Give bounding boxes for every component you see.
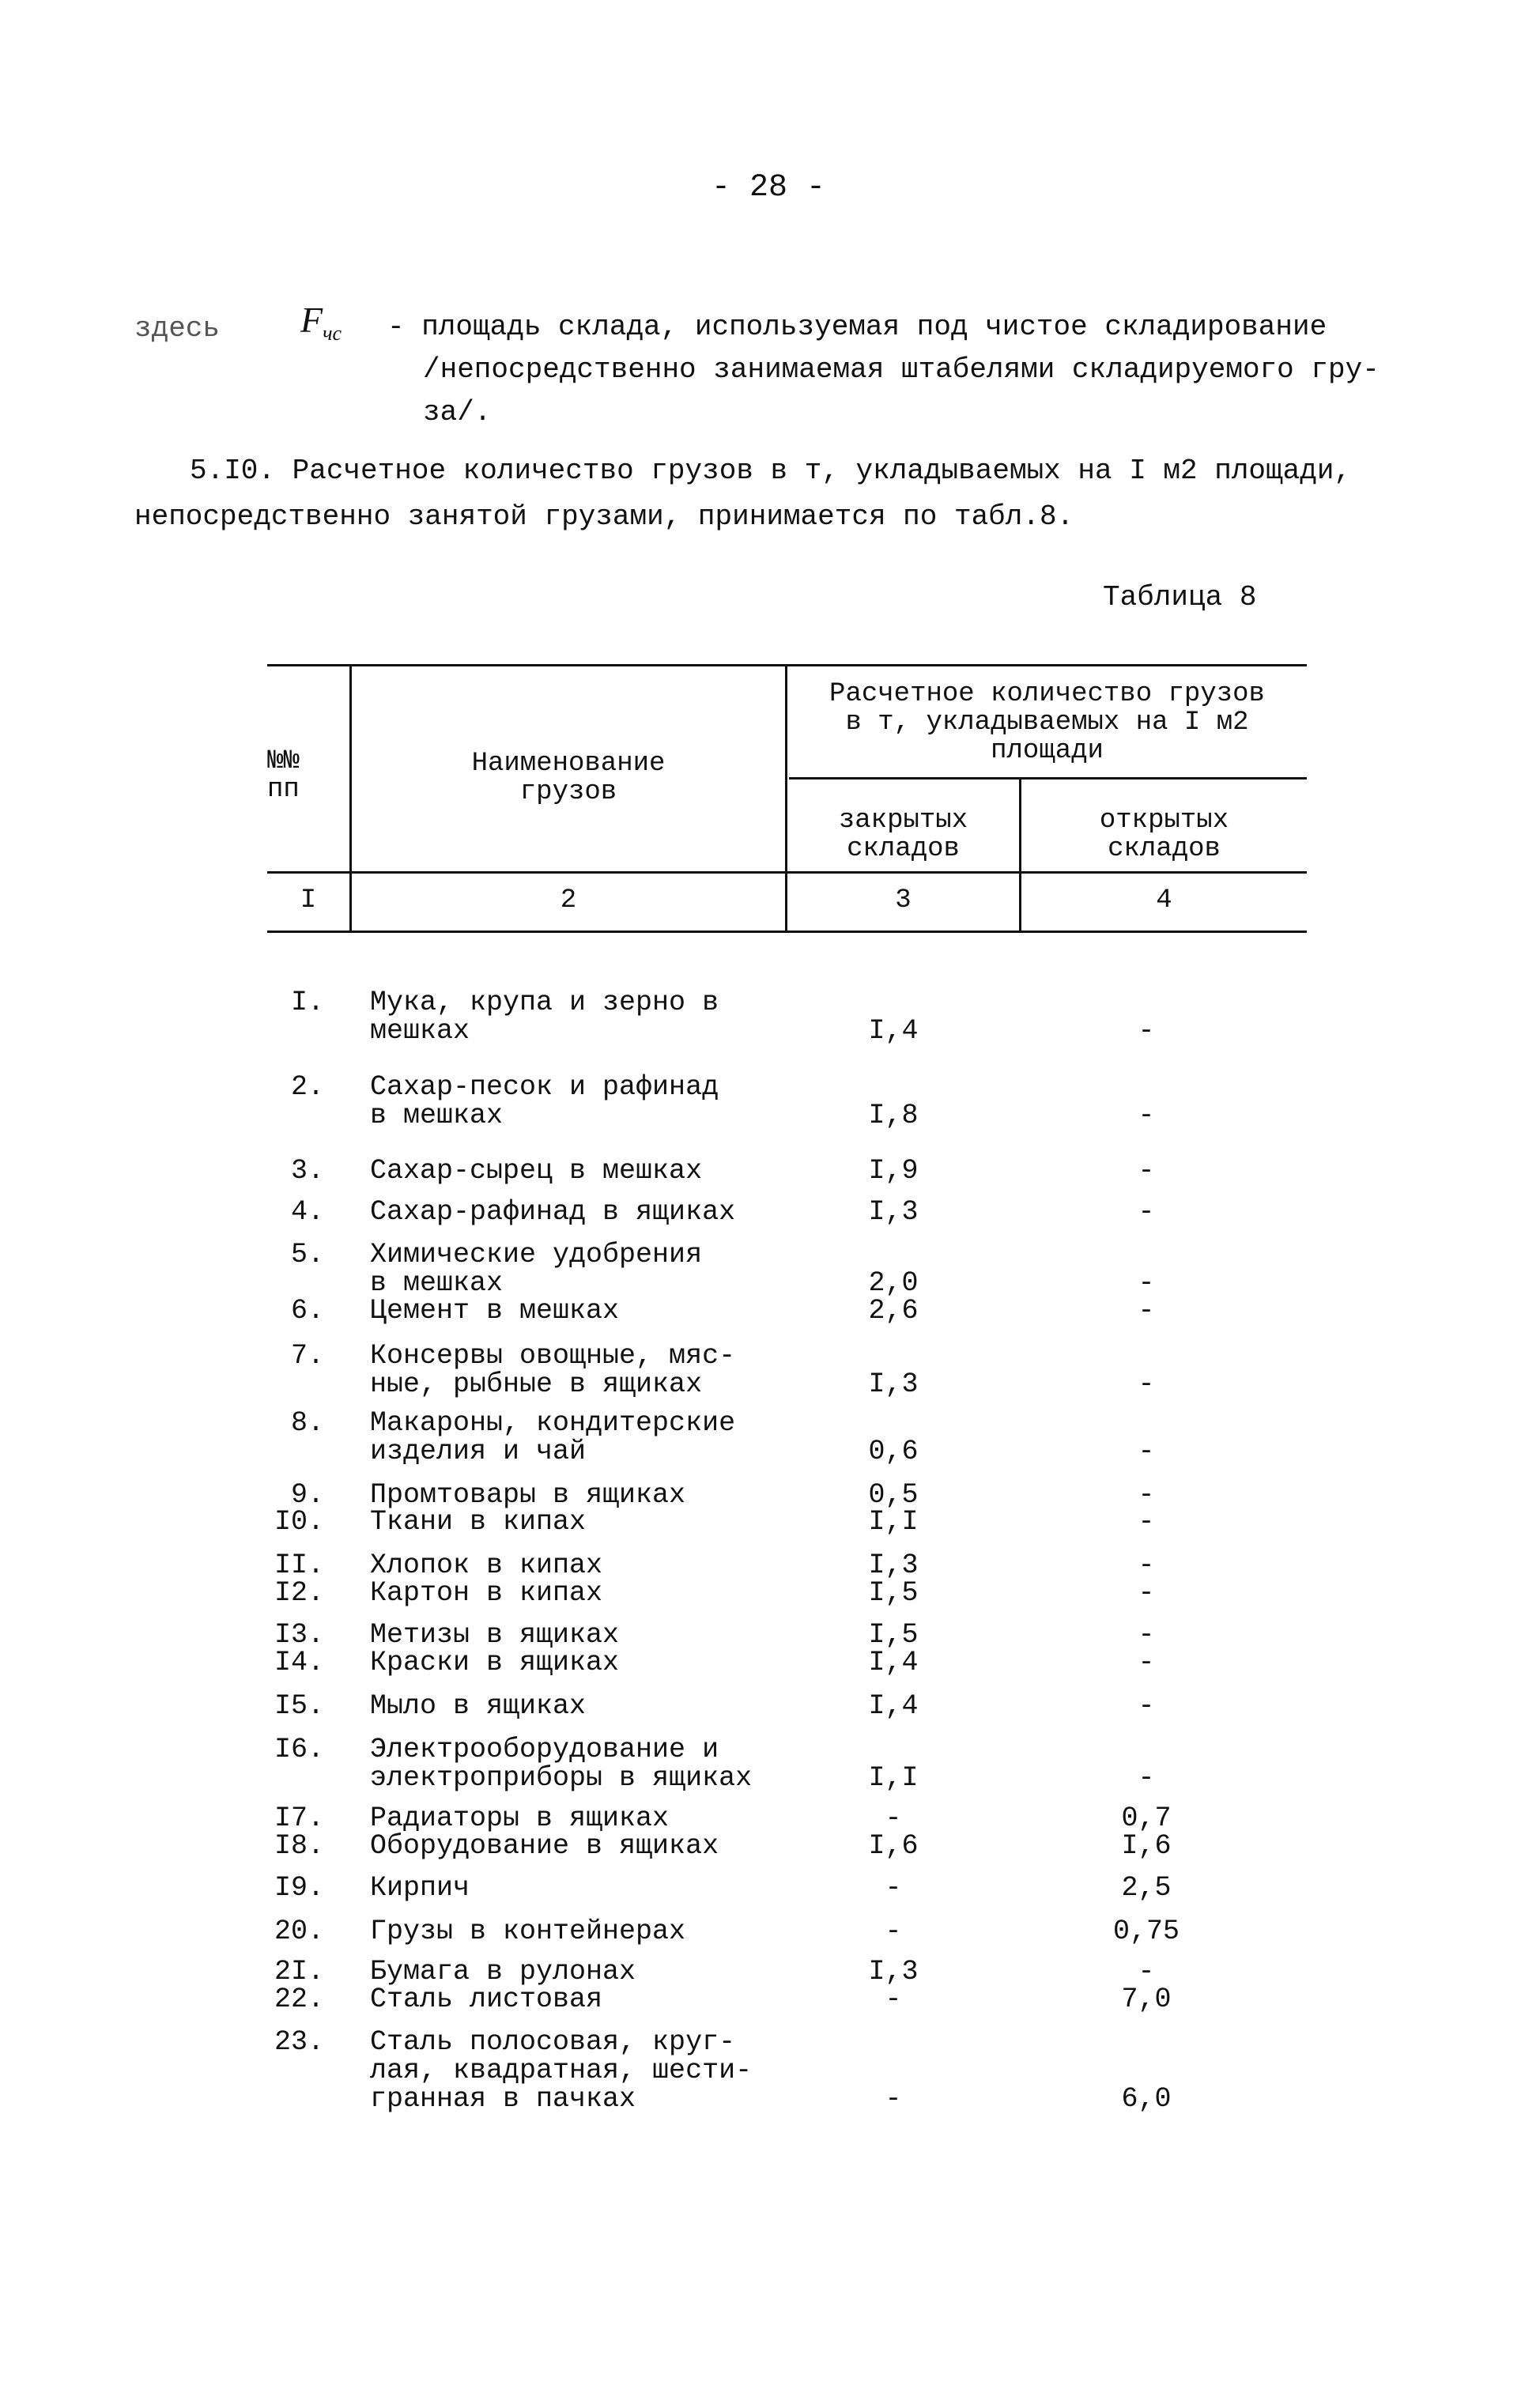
- row-closed-value: I,3: [868, 1956, 919, 1988]
- cargo-name-line: в мешках: [370, 1267, 504, 1299]
- row-number: I0.: [274, 1506, 324, 1538]
- row-number: I.: [290, 987, 324, 1018]
- row-closed-value: -: [885, 1916, 902, 1947]
- row-number: II.: [274, 1550, 324, 1581]
- cargo-name-line: Картон в кипах: [370, 1577, 603, 1609]
- definition-line-2: /непосредственно занимаемая штабелями складируемого гру-: [423, 353, 1380, 386]
- row-open-value: 7,0: [1121, 1984, 1172, 2015]
- cargo-name-line: Ткани в кипах: [370, 1506, 587, 1538]
- row-cargo-name: [370, 1409, 735, 1466]
- header-open-line-2: складов: [1108, 834, 1221, 864]
- row-number: 8.: [290, 1407, 324, 1439]
- row-cargo-name: [370, 1551, 602, 1580]
- cargo-name-line: ные, рыбные в ящиках: [370, 1368, 703, 1400]
- cargo-name-line: Мука, крупа и зерно в: [370, 987, 719, 1018]
- row-open-value: -: [1138, 1155, 1155, 1187]
- cargo-name-line: Оборудование в ящиках: [370, 1830, 719, 1862]
- header-num-line-2: пп: [267, 775, 300, 805]
- page-number: - 28 -: [711, 170, 826, 206]
- row-number: 3.: [290, 1155, 324, 1187]
- row-cargo-name: [370, 1804, 669, 1833]
- row-number: I4.: [274, 1647, 324, 1678]
- row-closed-value: I,6: [868, 1830, 919, 1862]
- table-caption: Таблица 8: [1103, 581, 1257, 613]
- header-group-line-3: площади: [991, 736, 1104, 766]
- row-closed-value: I,4: [868, 1015, 919, 1047]
- row-closed-value: -: [885, 1872, 902, 1904]
- cargo-name-line: Кирпич: [370, 1872, 470, 1904]
- intro-lead: здесь: [134, 312, 221, 345]
- row-open-value: -: [1138, 1619, 1155, 1651]
- cargo-name-line: электроприборы в ящиках: [370, 1762, 753, 1794]
- row-cargo-name: [370, 1957, 636, 1986]
- cargo-name-line: Сахар-рафинад в ящиках: [370, 1196, 736, 1228]
- row-number: 23.: [274, 2026, 324, 2058]
- row-open-value: 0,7: [1121, 1803, 1172, 1834]
- row-cargo-name: [370, 1508, 586, 1536]
- row-cargo-name: [370, 1692, 586, 1720]
- row-cargo-name: [370, 1579, 602, 1607]
- row-closed-value: -: [885, 1803, 902, 1834]
- header-group-line-2: в т, укладываемых на I м2: [845, 708, 1249, 738]
- row-cargo-name: [370, 1157, 702, 1185]
- definition-line-3: за/.: [423, 396, 492, 428]
- numbering-2: 2: [560, 885, 577, 915]
- header-name-line-2: грузов: [519, 777, 617, 807]
- row-number: 5.: [290, 1239, 324, 1270]
- cargo-name-line: Краски в ящиках: [370, 1647, 620, 1678]
- row-closed-value: 2,0: [868, 1267, 919, 1299]
- cargo-name-line: Макароны, кондитерские: [370, 1407, 736, 1439]
- row-closed-value: 0,5: [868, 1479, 919, 1511]
- numbering-4: 4: [1156, 885, 1172, 915]
- row-open-value: -: [1138, 1956, 1155, 1988]
- numbering-3: 3: [895, 885, 912, 915]
- cargo-name-line: Хлопок в кипах: [370, 1550, 603, 1581]
- row-open-value: 0,75: [1112, 1916, 1180, 1947]
- row-cargo-name: [370, 1621, 619, 1649]
- row-cargo-name: [370, 1735, 752, 1792]
- row-cargo-name: [370, 1481, 685, 1509]
- cargo-name-line: Цемент в мешках: [370, 1295, 620, 1327]
- header-group: [787, 680, 1307, 765]
- row-open-value: -: [1138, 1550, 1155, 1581]
- row-closed-value: I,4: [868, 1690, 919, 1722]
- row-cargo-name: [370, 1297, 619, 1325]
- row-closed-value: -: [885, 2083, 902, 2115]
- cargo-name-line: лая, квадратная, шести-: [370, 2055, 753, 2086]
- row-closed-value: I,8: [868, 1100, 919, 1131]
- numbering-1: I: [300, 885, 317, 915]
- cargo-name-line: Сахар-сырец в мешках: [370, 1155, 703, 1187]
- formula-symbol-subscript: чс: [323, 322, 342, 345]
- row-open-value: -: [1138, 1368, 1155, 1400]
- row-number: 4.: [290, 1196, 324, 1228]
- row-number: I6.: [274, 1734, 324, 1765]
- row-number: I2.: [274, 1577, 324, 1609]
- row-open-value: 2,5: [1121, 1872, 1172, 1904]
- cargo-name-line: изделия и чай: [370, 1436, 587, 1467]
- row-closed-value: I,4: [868, 1647, 919, 1678]
- cargo-name-line: Консервы овощные, мяс-: [370, 1340, 736, 1372]
- row-open-value: -: [1138, 1015, 1155, 1047]
- row-cargo-name: [370, 2028, 752, 2113]
- row-number: I5.: [274, 1690, 324, 1722]
- row-cargo-name: [370, 1342, 735, 1399]
- row-cargo-name: [370, 1648, 619, 1677]
- row-closed-value: I,5: [868, 1619, 919, 1651]
- row-cargo-name: [370, 988, 719, 1045]
- cargo-name-line: Сталь листовая: [370, 1984, 603, 2015]
- paragraph-line-2: непосредственно занятой грузами, принимается по табл.8.: [134, 500, 1074, 533]
- header-num: [267, 747, 315, 804]
- cargo-name-line: Сахар-песок и рафинад: [370, 1071, 719, 1103]
- row-number: 22.: [274, 1984, 324, 2015]
- cargo-name-line: Промтовары в ящиках: [370, 1479, 686, 1511]
- row-open-value: -: [1138, 1295, 1155, 1327]
- row-number: 9.: [290, 1479, 324, 1511]
- paragraph-line-1: 5.I0. Расчетное количество грузов в т, укладываемых на I м2 площади,: [190, 455, 1352, 487]
- definition-line-1: - площадь склада, используемая под чистое складирование: [387, 311, 1327, 343]
- row-closed-value: 0,6: [868, 1436, 919, 1467]
- row-number: 2.: [290, 1071, 324, 1103]
- row-closed-value: I,I: [868, 1506, 919, 1538]
- row-cargo-name: [370, 1198, 735, 1226]
- row-closed-value: I,5: [868, 1577, 919, 1609]
- cargo-name-line: Химические удобрения: [370, 1239, 703, 1270]
- row-number: I3.: [274, 1619, 324, 1651]
- group-header-rule: [789, 777, 1307, 780]
- row-open-value: -: [1138, 1647, 1155, 1678]
- header-closed: [787, 806, 1019, 863]
- header-name: [352, 749, 785, 806]
- cargo-name-line: гранная в пачках: [370, 2083, 636, 2115]
- cargo-name-line: Радиаторы в ящиках: [370, 1803, 670, 1834]
- row-open-value: -: [1138, 1479, 1155, 1511]
- header-open-line-1: открытых: [1099, 806, 1229, 836]
- cargo-name-line: Электрооборудование и: [370, 1734, 719, 1765]
- row-number: 7.: [290, 1340, 324, 1372]
- cargo-name-line: Грузы в контейнерах: [370, 1916, 686, 1947]
- cargo-name-line: Мыло в ящиках: [370, 1690, 587, 1722]
- formula-symbol: [300, 299, 342, 345]
- row-open-value: -: [1138, 1196, 1155, 1228]
- row-closed-value: -: [885, 1984, 902, 2015]
- cargo-name-line: мешках: [370, 1015, 470, 1047]
- row-open-value: -: [1138, 1690, 1155, 1722]
- row-cargo-name: [370, 1874, 470, 1902]
- row-closed-value: I,I: [868, 1762, 919, 1794]
- row-open-value: -: [1138, 1267, 1155, 1299]
- header-name-line-1: Наименование: [471, 749, 666, 779]
- row-number: 20.: [274, 1916, 324, 1947]
- row-number: 6.: [290, 1295, 324, 1327]
- row-number: I7.: [274, 1803, 324, 1834]
- row-cargo-name: [370, 1832, 719, 1860]
- row-closed-value: I,3: [868, 1196, 919, 1228]
- row-closed-value: I,3: [868, 1368, 919, 1400]
- row-open-value: -: [1138, 1506, 1155, 1538]
- cargo-name-line: в мешках: [370, 1100, 504, 1131]
- header-num-line-1: №№: [267, 746, 300, 776]
- row-cargo-name: [370, 1917, 685, 1946]
- row-cargo-name: [370, 1073, 719, 1130]
- row-open-value: -: [1138, 1577, 1155, 1609]
- header-closed-line-1: закрытых: [838, 806, 968, 836]
- row-number: I9.: [274, 1872, 324, 1904]
- row-cargo-name: [370, 1240, 702, 1297]
- row-closed-value: I,3: [868, 1550, 919, 1581]
- row-open-value: I,6: [1121, 1830, 1172, 1862]
- cargo-name-line: Сталь полосовая, круг-: [370, 2026, 736, 2058]
- header-open: [1021, 806, 1307, 863]
- cargo-name-line: Бумага в рулонах: [370, 1956, 636, 1988]
- header-closed-line-2: складов: [847, 834, 960, 864]
- row-open-value: 6,0: [1121, 2083, 1172, 2115]
- header-group-line-1: Расчетное количество грузов: [829, 679, 1265, 709]
- row-open-value: -: [1138, 1436, 1155, 1467]
- cargo-name-line: Метизы в ящиках: [370, 1619, 620, 1651]
- row-open-value: -: [1138, 1100, 1155, 1131]
- row-number: 2I.: [274, 1956, 324, 1988]
- row-cargo-name: [370, 1985, 602, 2014]
- row-closed-value: 2,6: [868, 1295, 919, 1327]
- row-closed-value: I,9: [868, 1155, 919, 1187]
- formula-symbol-letter: F: [300, 300, 323, 340]
- row-open-value: -: [1138, 1762, 1155, 1794]
- row-number: I8.: [274, 1830, 324, 1862]
